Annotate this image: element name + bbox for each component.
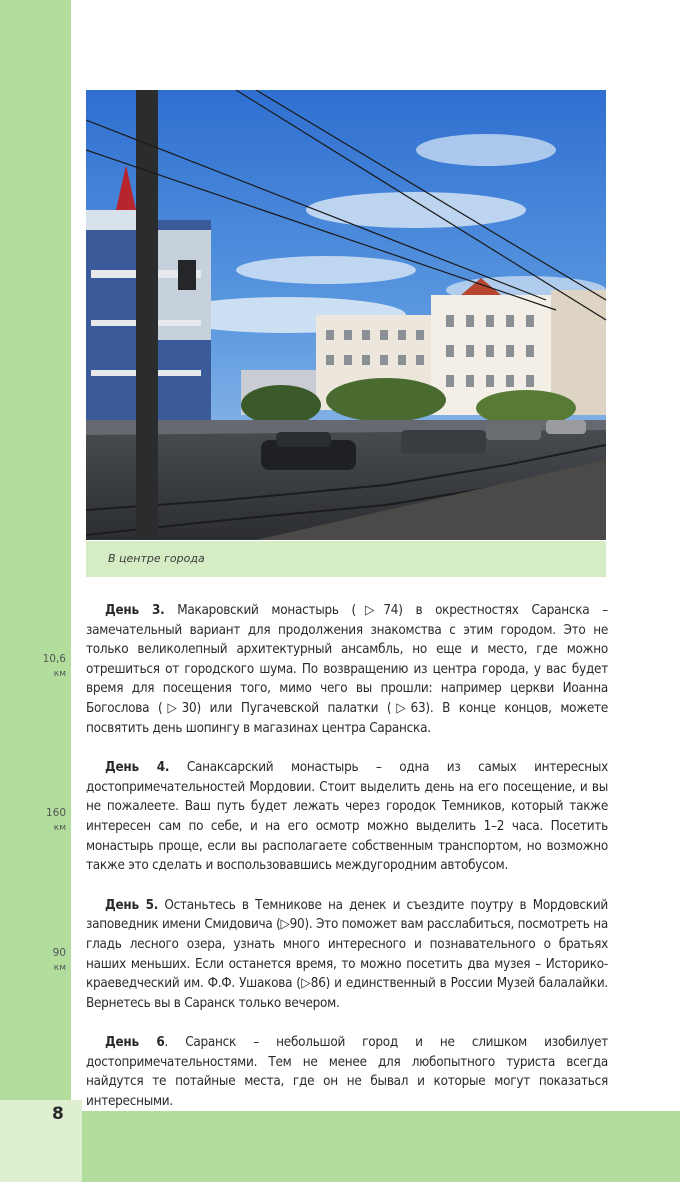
day-label: День 5. [105,897,159,913]
margin-distance-value: 160 [45,807,66,819]
day-label: День 3. [105,603,165,618]
day-5-paragraph [86,896,608,1014]
margin-distance-value: 90 [52,947,66,959]
photo-caption: В центре города [108,552,205,565]
day-label: День 4. [105,760,170,776]
day-3-paragraph [86,601,608,738]
margin-distance-unit: км [53,823,66,833]
margin-distance-unit: км [53,669,66,679]
margin-distance-unit: км [53,963,66,973]
margin-distance-note [26,652,66,682]
day-text: Макаровский монастырь (▷74) в окрестностях Саранска – замечательный вариант для продолжения знакомства с этим городом. Это не только великолепный архитектурный ансамбль, но еще и место, где можно отрешиться от городского шума. По возвращению из центра города, у вас будет время для посещения того, мимо чего вы прошли: например церкви Иоанна Богослова (▷30) или Пугачевской палатки (▷63). В конце концов, можете посвятить день шопингу в магазинах центра Саранска. [86,603,608,736]
day-label: День 6 [105,1035,165,1051]
day-4-paragraph [86,758,608,876]
margin-distance-note [26,806,66,836]
margin-distance-value: 10,6 [42,653,66,665]
margin-distance-note [26,946,66,976]
city-center-photo [86,90,606,540]
itinerary-text [86,601,608,1132]
day-text: Останьтесь в Темникове на денек и съездите поутру в Мордовский заповедник имени Смидовича (▷90). Это поможет вам расслабиться, посмотреть на гладь лесного озера, узнать много интересного и познавательного о братьях наших меньших. Если останется время, то можно посетить два музея – Историко-краеведческий им. Ф.Ф. Ушакова (▷86) и единственный в России Музей балалайки. Вернетесь вы в Саранск только вечером. [86,897,608,1011]
day-6-paragraph [86,1033,608,1111]
page-number: 8 [52,1104,64,1124]
day-text: . Саранск – небольшой город и не слишком изобилует достопримечательностями. Тем не менее для любопытного туриста всегда найдутся те потайные места, где он не бывал и которые могут показаться интересными. [86,1035,608,1110]
left-color-band [0,0,71,1100]
photo-caption-bar [86,541,606,577]
day-text: Санаксарский монастырь – одна из самых интересных достопримечательностей Мордовии. Стоит выделить день на его посещение, и вы не пожалеете. Ваш путь будет лежать через городок Темников, который также интересен сам по себе, и на его осмотр можно выделить 1–2 часа. Посетить монастырь проще, если вы располагаете собственным транспортом, но возможно также это сделать и воспользовавшись междугородним автобусом. [86,760,608,874]
